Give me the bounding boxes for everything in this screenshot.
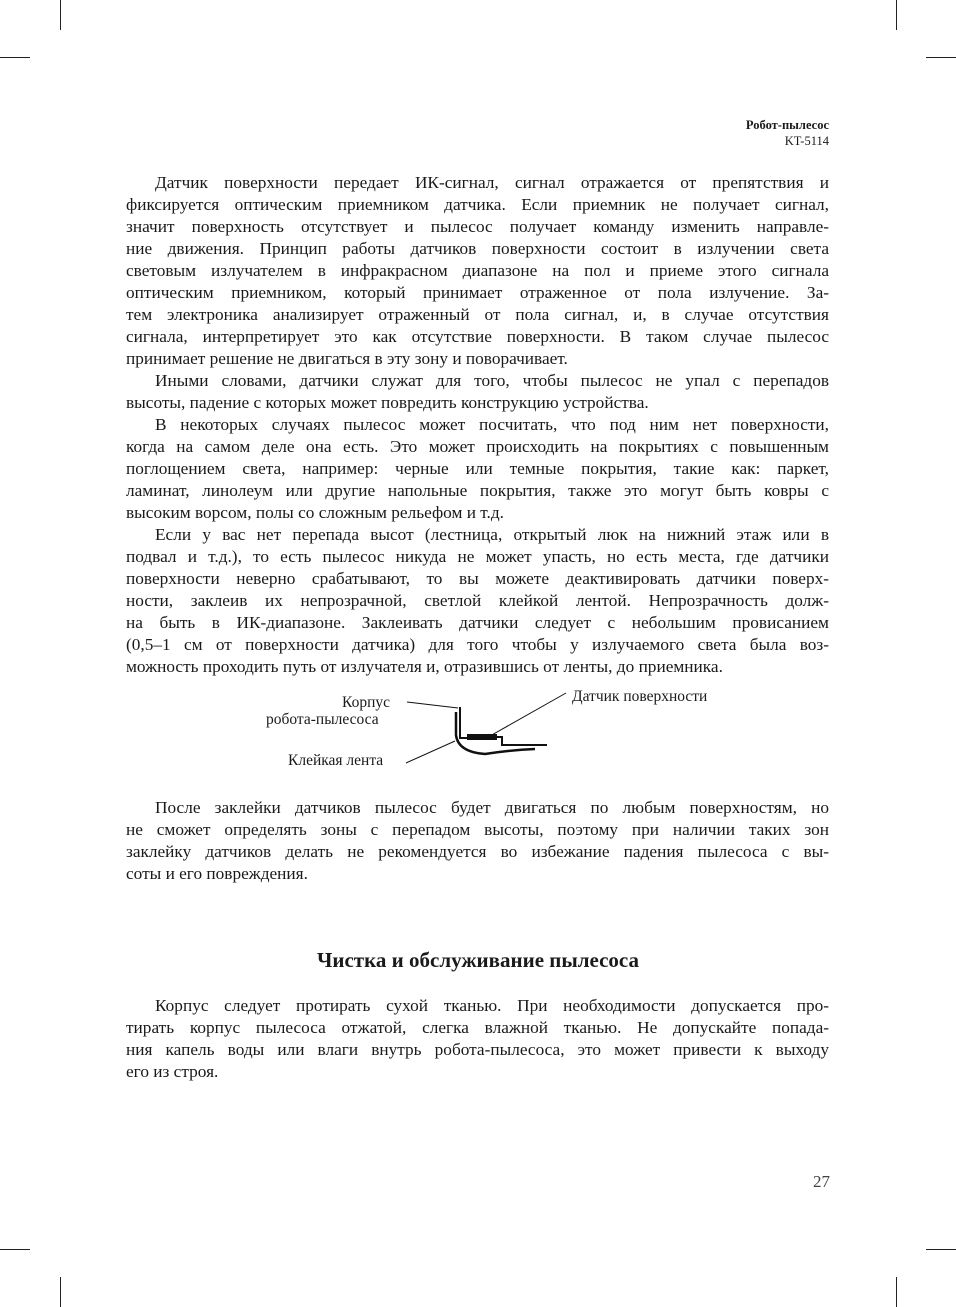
- text-line: на быть в ИК-диапазоне. Заклеивать датчики следует с небольшим провисанием: [126, 613, 829, 632]
- text-line: когда на самом деле она есть. Это может происходить на покрытиях с повышенным: [126, 437, 829, 456]
- text-line: ности, заклеив их непрозрачной, светлой клейкой лентой. Непрозрачность долж-: [126, 591, 829, 610]
- text-line: можность проходить путь от излучателя и, отразившись от ленты, до приемника.: [126, 657, 723, 676]
- text-line: значит поверхность отсутствует и пылесос получает команду изменить направле-: [126, 217, 829, 236]
- header-model: KT-5114: [784, 134, 829, 148]
- text-line: В некоторых случаях пылесос может посчитать, что под ним нет поверхности,: [155, 415, 829, 434]
- text-line: фиксируется оптическим приемником датчика. Если приемник не получает сигнал,: [126, 195, 829, 214]
- text-line: сигнала, интерпретирует это как отсутствие поверхности. В таком случае пылесос: [126, 327, 829, 346]
- text-line: высоким ворсом, полы со сложным рельефом и т.д.: [126, 503, 504, 522]
- text-line: поглощением света, например: черные или темные покрытия, такие как: паркет,: [126, 459, 829, 478]
- text-line: тирать корпус пылесоса отжатой, слегка влажной тканью. Не допускайте попада-: [126, 1018, 829, 1037]
- header-product: Робот-пылесос: [745, 118, 829, 132]
- text-line: ние движения. Принцип работы датчиков поверхности состоит в излучении света: [126, 239, 829, 258]
- body-text-2: [126, 797, 829, 885]
- label-body: Корпус: [342, 694, 390, 711]
- text-line: заклейку датчиков делать не рекомендуется во избежание падения пылесоса с вы-: [126, 842, 829, 861]
- text-line: Датчик поверхности передает ИК-сигнал, сигнал отражается от препятствия и: [155, 173, 829, 192]
- text-line: принимает решение не двигаться в эту зону и поворачивает.: [126, 349, 568, 368]
- body-text-3: [126, 995, 829, 1083]
- text-line: не сможет определять зоны с перепадом высоты, поэтому при наличии таких зон: [126, 820, 829, 839]
- text-line: Корпус следует протирать сухой тканью. При необходимости допускается про-: [155, 996, 829, 1015]
- label-tape: Клейкая лента: [288, 752, 384, 769]
- text-line: оптическим приемником, который принимает отраженное от пола излучение. За-: [126, 283, 829, 302]
- text-line: соты и его повреждения.: [126, 864, 308, 883]
- label-body-2: робота-пылесоса: [266, 711, 379, 728]
- text-line: ламинат, линолеум или другие напольные покрытия, также это могут быть ковры с: [126, 481, 829, 500]
- label-sensor: Датчик поверхности: [572, 688, 708, 705]
- paragraph: [126, 995, 829, 1083]
- text-line: световым излучателем в инфракрасном диапазоне на пол и приеме этого сигнала: [126, 261, 829, 280]
- section-heading: Чистка и обслуживание пылесоса: [316, 948, 640, 972]
- text-line: поверхности неверно срабатывают, то вы можете деактивировать датчики поверх-: [126, 569, 829, 588]
- text-line: тем электроника анализирует отраженный от пола сигнал, и, в случае отсутствия: [126, 305, 829, 324]
- text-line: Иными словами, датчики служат для того, чтобы пылесос не упал с перепадов: [155, 371, 829, 390]
- text-line: (0,5–1 см от поверхности датчика) для того чтобы у излучаемого света была воз-: [126, 635, 829, 654]
- text-line: его из строя.: [126, 1062, 219, 1081]
- text-line: подвал и т.д.), то есть пылесос никуда не может упасть, но есть места, где датчики: [126, 547, 829, 566]
- paragraph: [126, 797, 829, 885]
- text-line: высоты, падение с которых может повредить конструкцию устройства.: [126, 393, 649, 412]
- page-number: 27: [813, 1172, 830, 1191]
- text-line: После заклейки датчиков пылесос будет двигаться по любым поверхностям, но: [155, 798, 829, 817]
- text-line: ния капель воды или влаги внутрь робота-пылесоса, это может привести к выходу: [126, 1040, 829, 1059]
- text-line: Если у вас нет перепада высот (лестница, открытый люк на нижний этаж или в: [155, 525, 829, 544]
